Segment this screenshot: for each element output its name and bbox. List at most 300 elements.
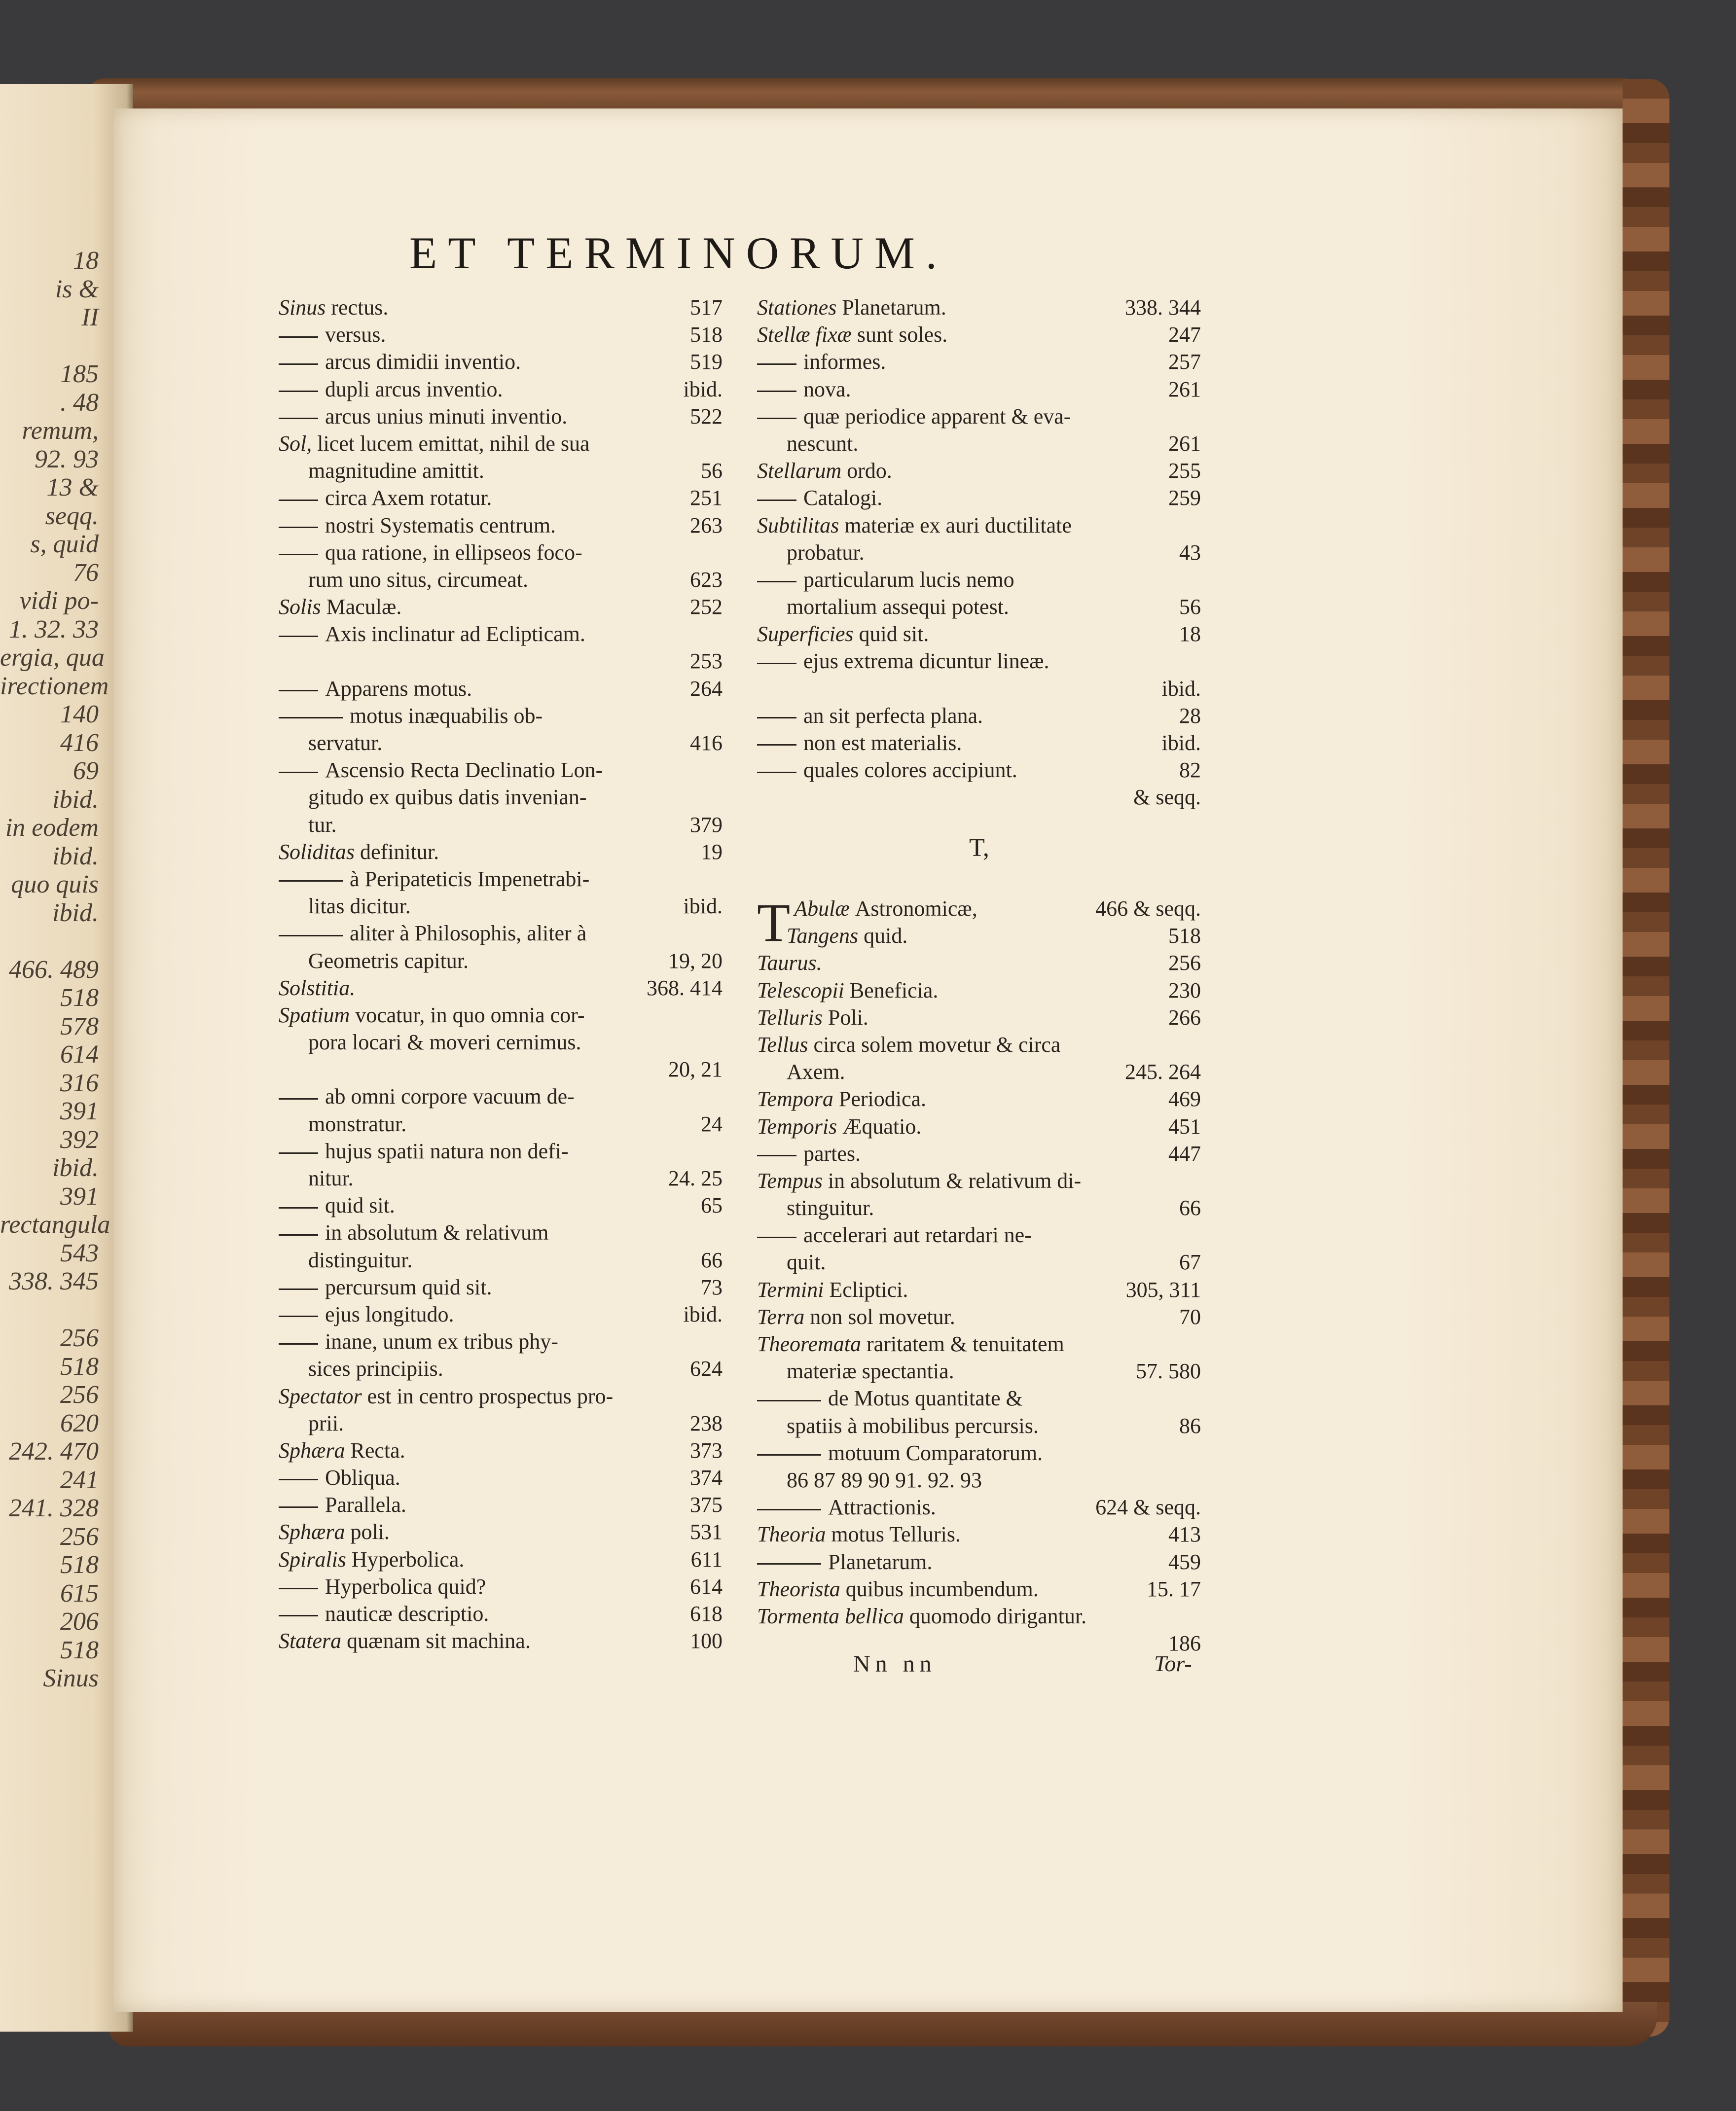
entry-term: Termini <box>757 1277 830 1302</box>
entry-description: quæ periodice apparent & eva- <box>803 404 1071 429</box>
ditto-dash <box>279 1152 318 1154</box>
entry-text <box>757 756 1173 784</box>
entry-term: Tellus <box>757 1032 814 1057</box>
entry-term: Spiralis <box>279 1547 352 1572</box>
ditto-dash <box>279 418 318 419</box>
entry-description: pora locari & moveri cernimus. <box>308 1030 581 1055</box>
entry-page-number: 66 <box>701 1248 723 1272</box>
ditto-dash <box>279 690 318 691</box>
entry-description: non est materialis. <box>803 731 962 755</box>
catchword: Tor- <box>1154 1651 1192 1676</box>
entry-page-number: 531 <box>690 1520 723 1544</box>
ditto-dash <box>279 554 318 555</box>
entry-text <box>279 1546 685 1573</box>
entry-term: Temporis <box>757 1114 843 1139</box>
binding-right-edge <box>1623 79 1669 2037</box>
entry-page-number: 82 <box>1179 758 1201 783</box>
ditto-dash <box>279 1506 318 1508</box>
entry-term: Superficies <box>757 622 859 646</box>
entry-description: dupli arcus inventio. <box>325 377 503 401</box>
entry-description: Maculæ. <box>326 595 402 619</box>
entry-text <box>279 675 684 702</box>
entry-page-number: 43 <box>1179 540 1201 565</box>
entry-text <box>757 294 1119 321</box>
entry-description: mortalium assequi potest. <box>787 595 1009 619</box>
entry-text <box>279 457 695 484</box>
index-entry <box>757 457 1201 484</box>
entry-text <box>279 321 684 348</box>
entry-text <box>279 947 662 974</box>
entry-text <box>279 1029 717 1056</box>
entry-text <box>757 1058 1119 1085</box>
entry-description: nauticæ descriptio. <box>325 1602 489 1626</box>
ditto-dash <box>757 717 796 718</box>
index-entry <box>279 1518 723 1545</box>
index-entry <box>757 702 1201 729</box>
entry-description: est in centro prospectus pro- <box>367 1384 614 1408</box>
signature-mark: Nn nn <box>853 1651 937 1677</box>
entry-text <box>757 1031 1195 1058</box>
entry-text <box>757 376 1162 403</box>
entry-page-number: 451 <box>1168 1114 1201 1139</box>
index-entry <box>757 756 1201 784</box>
entry-description: aliter à Philosophis, aliter à <box>350 921 587 946</box>
entry-page-number: 518 <box>690 322 723 347</box>
index-entry <box>757 484 1201 511</box>
entry-description: particularum lucis nemo <box>803 567 1014 592</box>
index-entry <box>279 1437 723 1464</box>
entry-text <box>757 1085 1162 1112</box>
ditto-dash <box>279 500 318 501</box>
entry-page-number: 618 <box>690 1602 723 1626</box>
entry-page-number: 261 <box>1168 431 1201 456</box>
left-page-margin-fragments: 18 is & II 185 . 48 remum, 92. 93 13 & seqq. s, quid 76 vidi po- 1. 32. 33 ergia, qua irectionem 140 416 69 ibid. in eodem ibid. quo quis ibid. 466. 489 518 578 614 316 391 392 ibid. 391 rectangula 543 338. 345 256 518 256 620 242. 470 241 241. 328 256 518 615 206 518 Sinus <box>0 247 110 1692</box>
entry-description: distinguitur. <box>308 1248 413 1272</box>
entry-term: Abulæ <box>794 896 855 921</box>
entry-text <box>757 922 1162 949</box>
index-entry <box>279 1247 723 1274</box>
entry-text <box>757 729 1156 756</box>
entry-term: Statera <box>279 1629 347 1653</box>
entry-page-number: 66 <box>1179 1196 1201 1220</box>
entry-text <box>757 403 1195 430</box>
entry-page-number: 252 <box>690 595 723 619</box>
index-entry <box>279 811 723 838</box>
index-entry <box>279 1546 723 1573</box>
ditto-dash <box>757 418 796 419</box>
entry-page-number: 624 & seqq. <box>1095 1495 1201 1520</box>
entry-text <box>757 1004 1162 1031</box>
index-entry <box>757 647 1201 675</box>
index-entry <box>757 1221 1201 1249</box>
entry-page-number: 459 <box>1168 1549 1201 1574</box>
entry-page-number: 447 <box>1168 1141 1201 1166</box>
entry-text <box>757 430 1162 457</box>
entry-description: vocatur, in quo omnia cor- <box>355 1002 585 1027</box>
entry-description: Geometris capitur. <box>308 948 469 973</box>
index-column-t-section <box>757 895 1201 1657</box>
entry-description: qua ratione, in ellipseos foco- <box>325 540 582 565</box>
index-entry <box>757 593 1201 620</box>
binding-top-edge <box>86 78 1650 112</box>
index-entry <box>279 1355 723 1382</box>
entry-term: Solis <box>279 595 326 619</box>
entry-page-number: 19 <box>701 839 723 864</box>
entry-description: ejus longitudo. <box>325 1302 454 1326</box>
entry-description: percursum quid sit. <box>325 1275 492 1299</box>
entry-description: probatur. <box>787 540 865 565</box>
entry-description: à Peripateticis Impenetrabi- <box>350 866 590 891</box>
entry-term: Sphæra <box>279 1520 351 1544</box>
index-entry <box>279 838 723 865</box>
entry-description: nostri Systematis centrum. <box>325 513 556 537</box>
index-entry <box>757 1439 1201 1467</box>
index-entry <box>757 430 1201 457</box>
entry-term: Tormenta bellica <box>757 1604 909 1628</box>
entry-page-number: 18 <box>1179 622 1201 646</box>
entry-text <box>279 1192 695 1219</box>
entry-term: Stellæ fixæ <box>757 322 857 347</box>
entry-page-number: 230 <box>1168 978 1201 1002</box>
entry-description: Hyperbolica. <box>351 1547 465 1572</box>
entry-text <box>279 1627 684 1654</box>
entry-description: in absolutum & relativum di- <box>828 1168 1082 1193</box>
entry-text <box>279 1573 684 1600</box>
entry-description: quibus incumbendum. <box>845 1576 1039 1601</box>
ditto-dash <box>279 391 318 392</box>
entry-description: partes. <box>803 1141 861 1166</box>
index-entry <box>757 539 1201 566</box>
entry-text <box>757 1113 1162 1140</box>
entry-page-number: 614 <box>690 1574 723 1599</box>
index-entry <box>279 620 723 647</box>
entry-description: Obliqua. <box>325 1466 400 1490</box>
ditto-dash <box>757 500 796 501</box>
entry-text <box>757 1548 1162 1575</box>
entry-page-number: 247 <box>1168 322 1201 347</box>
index-entry <box>279 348 723 375</box>
index-entry <box>279 1627 723 1654</box>
entry-description: Catalogi. <box>803 486 883 510</box>
entry-text <box>757 977 1162 1004</box>
entry-text <box>279 512 684 539</box>
entry-description: circa Axem rotatur. <box>325 486 492 510</box>
ditto-dash <box>757 772 796 773</box>
index-entry <box>279 484 723 511</box>
entry-description: arcus dimidii inventio. <box>325 350 521 374</box>
entry-term: Tangens <box>787 924 864 948</box>
index-entry <box>757 1303 1201 1330</box>
index-entry <box>757 949 1201 976</box>
entry-text <box>279 756 717 784</box>
entry-description: Axis inclinatur ad Eclipticam. <box>325 622 585 646</box>
entry-description: ejus extrema dicuntur lineæ. <box>803 649 1049 674</box>
entry-text <box>757 348 1162 375</box>
index-entry <box>757 922 1201 949</box>
entry-text <box>757 620 1173 647</box>
entry-page-number: 57. 580 <box>1136 1359 1201 1384</box>
index-entry <box>279 1573 723 1600</box>
index-entry <box>279 430 723 457</box>
entry-description: inane, unum ex tribus phy- <box>325 1329 558 1354</box>
entry-page-number: 251 <box>690 486 723 510</box>
entry-term: Theoremata <box>757 1332 867 1356</box>
entry-text <box>279 729 684 756</box>
index-entry <box>279 702 723 729</box>
entry-text <box>757 1221 1195 1249</box>
index-entry <box>279 512 723 539</box>
entry-text <box>279 1328 717 1355</box>
entry-text <box>279 702 717 729</box>
index-entry <box>279 974 723 1002</box>
entry-text <box>279 865 717 893</box>
entry-page-number: 259 <box>1168 486 1201 510</box>
ditto-dash <box>279 1288 318 1290</box>
entry-text <box>279 620 717 647</box>
entry-page-number: 56 <box>701 459 723 483</box>
entry-description: 86 87 89 90 91. 92. 93 <box>787 1467 982 1492</box>
entry-text <box>279 1410 684 1437</box>
entry-term: Spectator <box>279 1384 367 1408</box>
entry-page-number: 469 <box>1168 1087 1201 1111</box>
index-entry <box>757 512 1201 539</box>
index-entry <box>279 1600 723 1627</box>
entry-text <box>757 1439 1195 1467</box>
entry-page-number: 65 <box>701 1193 723 1218</box>
entry-page-number: 86 <box>1179 1413 1201 1438</box>
entry-text <box>279 403 684 430</box>
entry-description: spatiis à mobilibus percursis. <box>787 1413 1039 1438</box>
index-entry <box>757 1467 1201 1494</box>
entry-page-number: 67 <box>1179 1250 1201 1275</box>
entry-text <box>757 1575 1141 1603</box>
entry-page-number: 416 <box>690 731 723 755</box>
entry-description: Æquatio. <box>842 1114 922 1139</box>
index-entry <box>279 593 723 620</box>
entry-text <box>757 1167 1195 1194</box>
entry-text <box>279 1301 678 1328</box>
index-entry <box>279 756 723 784</box>
entry-description: Apparens motus. <box>325 676 472 701</box>
entry-term: Terra <box>757 1304 810 1329</box>
entry-description: Ascensio Recta Declinatio Lon- <box>325 758 603 783</box>
entry-text <box>757 1276 1120 1303</box>
entry-page-number: 253 <box>690 649 723 674</box>
index-entry <box>279 566 723 593</box>
index-entry <box>757 977 1201 1004</box>
entry-page-number: ibid. <box>683 1302 723 1326</box>
entry-term: Sphæra <box>279 1438 351 1463</box>
entry-page-number: 100 <box>690 1629 723 1653</box>
entry-term: Telescopii <box>757 978 850 1002</box>
entry-page-number: 73 <box>701 1275 723 1299</box>
entry-text <box>757 457 1162 484</box>
entry-page-number: 24. 25 <box>668 1166 723 1190</box>
entry-page-number: 15. 17 <box>1147 1576 1201 1601</box>
entry-description: servatur. <box>308 731 383 755</box>
entry-page-number: 186 <box>1168 1631 1201 1656</box>
index-entry <box>757 321 1201 348</box>
entry-term: Tempora <box>757 1087 839 1111</box>
entry-text <box>279 893 678 920</box>
ditto-dash <box>757 1237 796 1238</box>
entry-text <box>757 484 1162 511</box>
entry-term: Subtilitas <box>757 513 845 537</box>
entry-text <box>279 1464 684 1491</box>
entry-description: motuum Comparatorum. <box>828 1440 1043 1465</box>
entry-text <box>757 1521 1162 1548</box>
index-entry <box>757 1630 1201 1657</box>
entry-text <box>279 348 684 375</box>
entry-text <box>279 566 684 593</box>
index-entry <box>757 1085 1201 1112</box>
index-entry <box>757 403 1201 430</box>
entry-page-number: 264 <box>690 676 723 701</box>
entry-page-number: 413 <box>1168 1522 1201 1547</box>
ditto-dash <box>279 1343 318 1345</box>
entry-page-number: 624 <box>690 1357 723 1381</box>
index-entry <box>757 1031 1201 1058</box>
entry-description: Axem. <box>787 1060 845 1084</box>
entry-page-number: 375 <box>690 1493 723 1517</box>
entry-text <box>279 1002 717 1029</box>
index-entry <box>279 457 723 484</box>
entry-page-number: 56 <box>1179 595 1201 619</box>
entry-text <box>279 539 717 566</box>
index-entry <box>279 1165 723 1192</box>
entry-description: nitur. <box>308 1166 354 1190</box>
entry-description: Poli. <box>828 1005 868 1030</box>
entry-term: Tempus <box>757 1168 828 1193</box>
entry-text <box>279 974 641 1002</box>
entry-page-number: 256 <box>1168 951 1201 975</box>
entry-description: materiæ ex auri ductilitate <box>844 513 1072 537</box>
entry-text <box>757 321 1162 348</box>
entry-text <box>279 1600 684 1627</box>
index-entry <box>757 1167 1201 1194</box>
entry-text <box>279 1219 717 1246</box>
entry-term: Theoria <box>757 1522 832 1547</box>
entry-page-number: 238 <box>690 1411 723 1435</box>
entry-term: Spatium <box>279 1002 356 1027</box>
entry-term: Stationes <box>757 295 842 320</box>
entry-description: circa solem movetur & circa <box>813 1032 1061 1057</box>
entry-page-number: 263 <box>690 513 723 537</box>
index-entry <box>279 947 723 974</box>
entry-description: gitudo ex quibus datis invenian- <box>308 785 587 810</box>
index-entry <box>757 1548 1201 1575</box>
index-entry <box>757 1004 1201 1031</box>
index-entry <box>279 1383 723 1410</box>
entry-page-number: 70 <box>1179 1304 1201 1329</box>
entry-description: quomodo dirigantur. <box>909 1604 1087 1628</box>
entry-text <box>279 294 684 321</box>
ditto-dash <box>757 581 796 582</box>
entry-text <box>757 1303 1173 1330</box>
entry-description: Ecliptici. <box>829 1277 908 1302</box>
entry-description: arcus unius minuti inventio. <box>325 404 568 429</box>
ditto-dash <box>279 1234 318 1236</box>
entry-description: quales colores accipiunt. <box>803 758 1017 783</box>
entry-text <box>757 1140 1162 1167</box>
entry-description: Recta. <box>350 1438 405 1463</box>
page-heading: ET TERMINORUM. <box>409 228 948 278</box>
index-entry <box>757 1385 1201 1412</box>
index-entry <box>757 675 1201 702</box>
ditto-dash <box>757 391 796 392</box>
entry-description: Planetarum. <box>842 295 946 320</box>
entry-description: magnitudine amittit. <box>308 459 484 483</box>
entry-text <box>757 512 1195 539</box>
entry-description: Periodica. <box>838 1087 927 1111</box>
entry-page-number: 368. 414 <box>647 975 723 1000</box>
entry-text <box>279 920 717 947</box>
entry-description: stinguitur. <box>787 1196 874 1220</box>
entry-text <box>757 1385 1195 1412</box>
index-entry <box>757 1521 1201 1548</box>
entry-description: raritatem & tenuitatem <box>867 1332 1064 1356</box>
entry-description: ab omni corpore vacuum de- <box>325 1084 575 1109</box>
entry-text <box>279 838 695 865</box>
entry-page-number: 305, 311 <box>1125 1277 1201 1302</box>
entry-description: quit. <box>787 1250 826 1275</box>
index-entry <box>279 403 723 430</box>
entry-description: quænam sit machina. <box>347 1629 531 1653</box>
entry-description: licet lucem emittat, nihil de sua <box>317 431 590 456</box>
entry-text <box>757 1194 1173 1221</box>
entry-text <box>757 1467 1195 1494</box>
entry-text <box>279 1247 695 1274</box>
index-entry <box>279 675 723 702</box>
index-entry <box>757 620 1201 647</box>
entry-term: Soliditas <box>279 839 361 864</box>
entry-page-number: ibid. <box>1161 676 1201 701</box>
entry-description: non sol movetur. <box>810 1304 955 1329</box>
entry-description: Beneficia. <box>849 978 939 1002</box>
index-entry <box>279 1491 723 1518</box>
entry-description: an sit perfecta plana. <box>803 703 983 728</box>
entry-text <box>757 1358 1130 1385</box>
entry-description: quid sit. <box>325 1193 395 1218</box>
entry-description: in absolutum & relativum <box>325 1220 549 1245</box>
index-entry <box>279 1328 723 1355</box>
entry-text <box>279 1138 717 1165</box>
ditto-dash <box>279 1207 318 1209</box>
index-entry <box>279 1002 723 1029</box>
ditto-dash <box>279 636 318 637</box>
entry-description: versus. <box>325 322 386 347</box>
entry-page-number: 623 <box>690 567 723 592</box>
index-entry <box>757 1603 1201 1630</box>
entry-description: quid. <box>864 924 908 948</box>
index-entry <box>279 376 723 403</box>
entry-text <box>279 376 678 403</box>
entry-description: monstratur. <box>308 1111 407 1136</box>
ditto-dash <box>279 880 343 882</box>
ditto-dash <box>279 363 318 365</box>
entry-page-number: 257 <box>1168 350 1201 374</box>
index-entry <box>757 1575 1201 1603</box>
entry-text <box>279 430 717 457</box>
ditto-dash <box>279 1479 318 1480</box>
entry-page-number: ibid. <box>1161 731 1201 755</box>
index-entry <box>279 1192 723 1219</box>
entry-term: Theorista <box>757 1576 846 1601</box>
index-entry <box>279 539 723 566</box>
entry-description: litas dicitur. <box>308 894 411 919</box>
entry-text <box>757 593 1173 620</box>
entry-text <box>279 1491 684 1518</box>
